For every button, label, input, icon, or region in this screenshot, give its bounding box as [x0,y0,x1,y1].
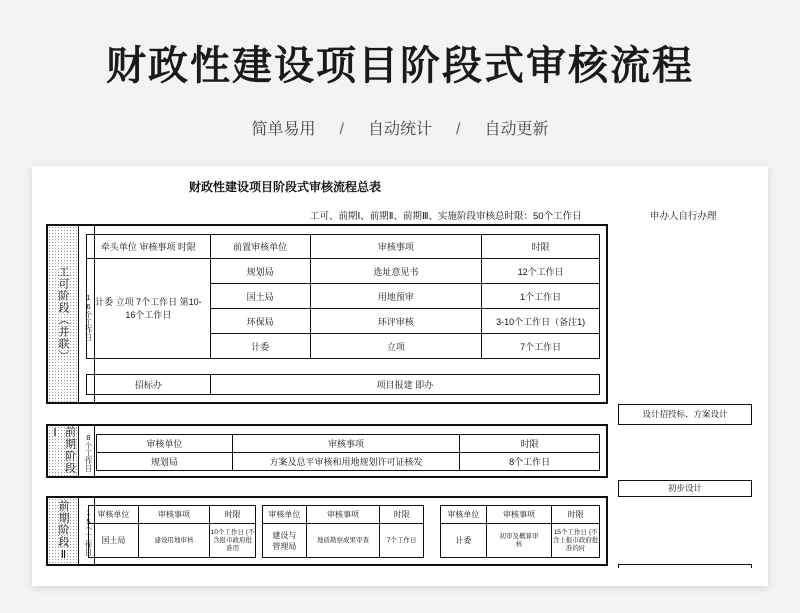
time-cell: 1个工作日 [482,284,600,309]
col-header: 时限 [482,235,600,259]
time-cell: 12个工作日 [482,259,600,284]
unit-cell: 计委 [210,334,310,359]
tag-easy: 简单易用 [251,121,316,138]
planning-commission-table [440,505,600,558]
tag-auto-update: 自动更新 [484,121,549,138]
time-cell: 15个工作日 (不含上报市政府批准的时 [552,524,600,558]
stage-duration: 16个工作日 [79,226,95,402]
col-header: 时限 [380,506,424,524]
stage-pre-2 [46,496,608,566]
bid-office-table [86,374,600,395]
stage-pre-1 [46,424,608,478]
time-cell: 7个工作日 [380,524,424,558]
item-cell: 建设用地审核 [138,524,210,558]
lead-header: 牵头单位 审核事项 时限 [87,235,211,259]
table-row [441,524,600,558]
stage-label: 前期阶段Ⅰ [48,426,79,476]
stage1-table [86,234,600,359]
tag-separator: / [456,121,461,138]
land-bureau-table [88,505,256,558]
lead-cell: 计委 立项 7个工作日 第10-16个工作日 [87,259,211,359]
time-cell: 3-10个工作日（备注1) [482,309,600,334]
construction-bureau-table [262,505,424,558]
col-header: 审核事项 [310,235,482,259]
col-header: 时限 [210,506,256,524]
table-row [87,259,600,284]
unit-cell: 规划局 [210,259,310,284]
col-header: 时限 [460,435,600,453]
stage-label: 前期阶段Ⅱ [48,498,79,564]
time-cell: 10个工作日 (不含报市政府批准用 [210,524,256,558]
unit-cell: 建设与管理局 [263,524,307,558]
col-header: 审核单位 [263,506,307,524]
col-header: 审核事项 [306,506,379,524]
col-header: 前置审核单位 [210,235,310,259]
time-cell: 8个工作日 [460,453,600,471]
item-cell: 用地预审 [310,284,482,309]
stage-feasibility [46,224,608,404]
unit-cell: 规划局 [97,453,233,471]
item-cell: 环评审核 [310,309,482,334]
tag-separator: / [339,121,344,138]
item-cell: 立项 [310,334,482,359]
item-cell: 初审及概算审核 [486,524,552,558]
unit-cell: 环保局 [210,309,310,334]
preliminary-design-box: 初步设计 [618,480,752,497]
table-row [97,453,600,471]
spreadsheet-preview [32,166,768,586]
page-title: 财政性建设项目阶段式审核流程 [106,44,694,88]
tag-auto-stat: 自动统计 [367,121,432,138]
col-header: 审核事项 [138,506,210,524]
bid-item-cell: 项目报建 即办 [210,375,599,395]
unit-cell: 国土局 [210,284,310,309]
bid-unit-cell: 招标办 [87,375,211,395]
total-time-summary: 工可、前期Ⅰ、前期Ⅱ、前期Ⅲ、实施阶段审核总时限：50个工作日 [310,211,582,222]
time-cell: 7个工作日 [482,334,600,359]
design-bidding-box: 设计招投标、方案设计 [618,404,752,425]
col-header: 审核事项 [486,506,552,524]
table-row [263,524,424,558]
sheet-title: 财政性建设项目阶段式审核流程总表 [189,180,382,194]
col-header: 审核单位 [441,506,487,524]
col-header: 时限 [552,506,600,524]
item-cell: 选址意见书 [310,259,482,284]
table-row [89,524,256,558]
col-header: 审核单位 [89,506,139,524]
col-header: 审核事项 [232,435,460,453]
stage-duration: 15个工作日 [79,498,95,564]
item-cell: 地质勘察成果审查 [306,524,379,558]
col-header: 审核单位 [97,435,233,453]
stage2-table [96,434,600,471]
applicant-note: 申办人自行办理 [650,211,717,222]
item-cell: 方案及总平审核和用地规划许可证核发 [232,453,460,471]
unit-cell: 计委 [441,524,487,558]
next-design-box [618,564,752,568]
feature-tagline [0,116,800,139]
stage-label: 工可阶段（并联） [48,226,79,402]
unit-cell: 国土局 [89,524,139,558]
stage-duration: 8个工作日 [79,426,95,476]
